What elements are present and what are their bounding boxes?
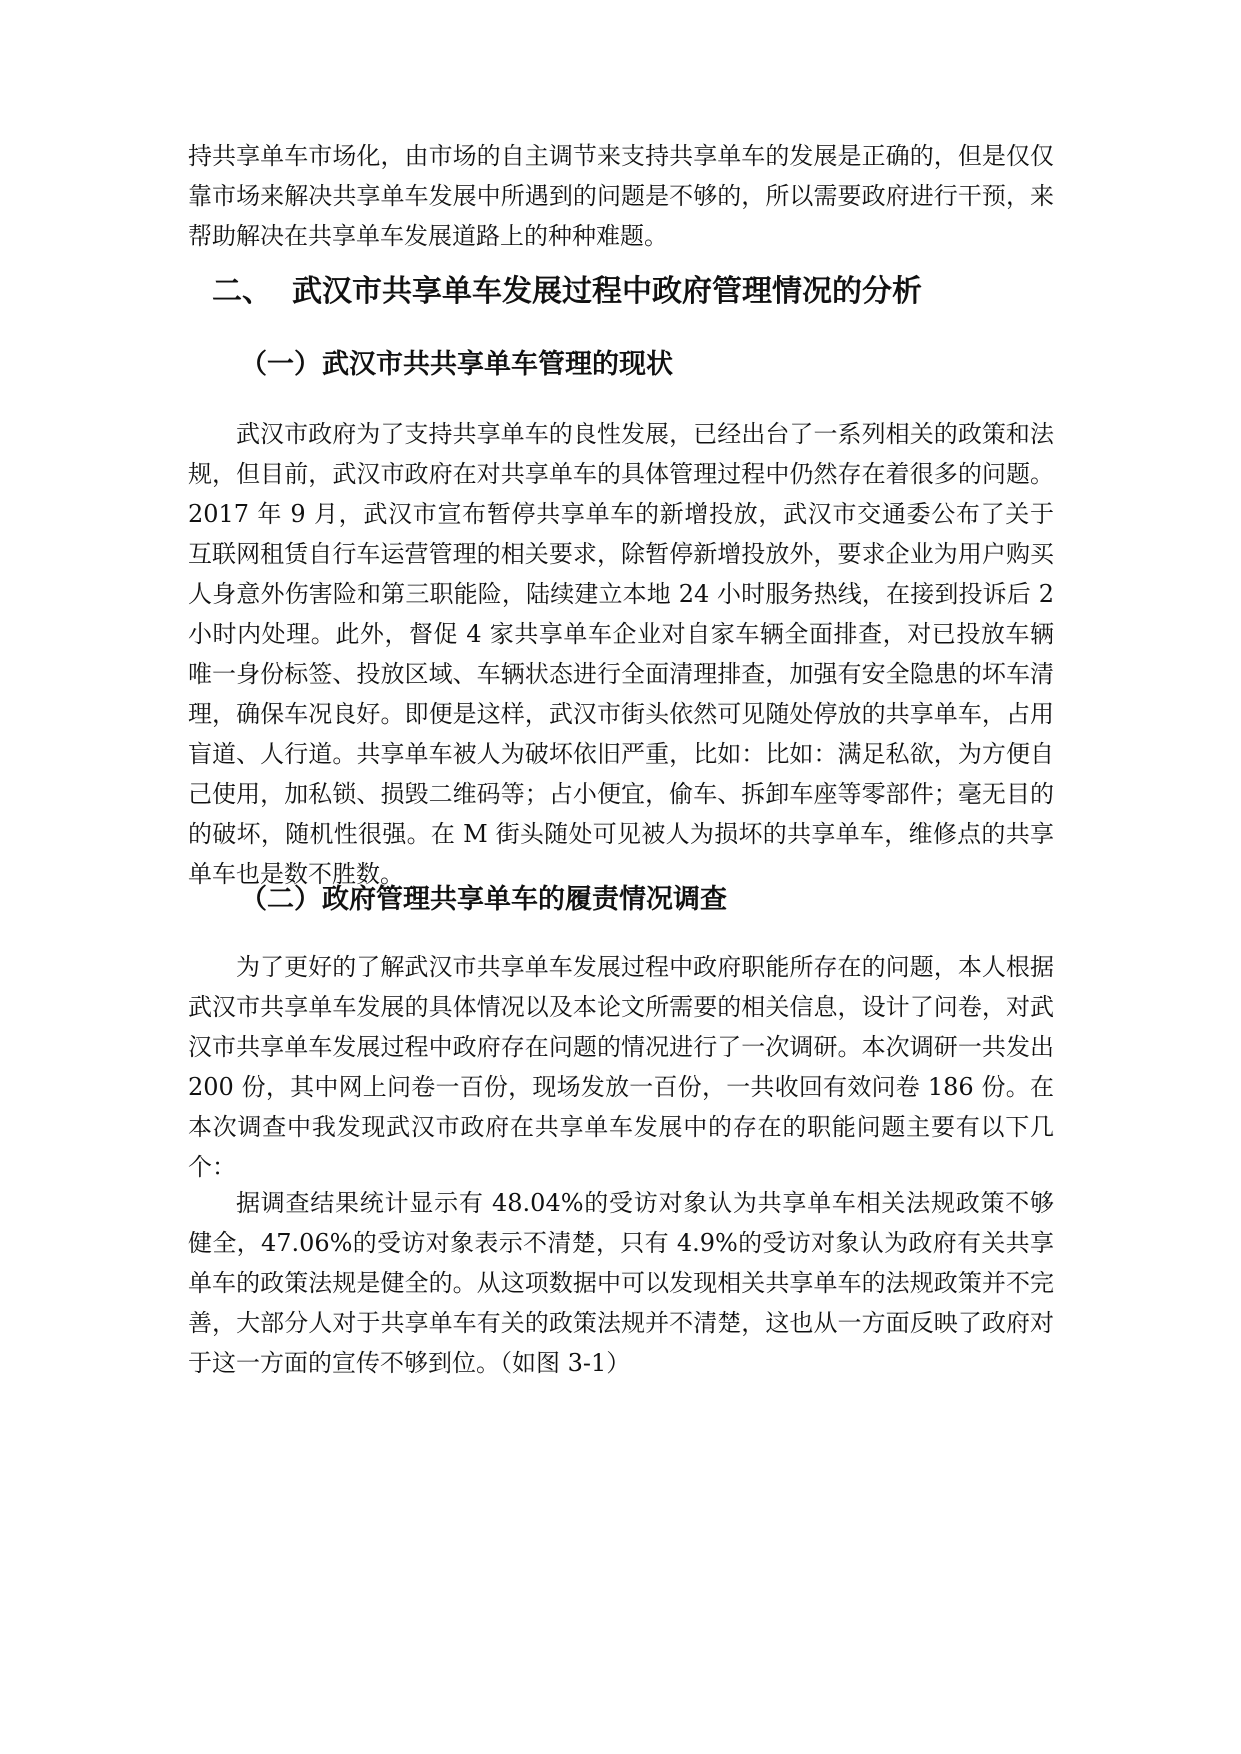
section-title: 武汉市共享单车发展过程中政府管理情况的分析 [292,274,922,309]
subsection-number-1: （一） [240,349,321,380]
subsection-2-paragraph-2: 据调查结果统计显示有 48.04%的受访对象认为共享单车相关法规政策不够健全，47.06%的受访对象表示不清楚，只有 4.9%的受访对象认为政府有关共享单车的政策法规是健全的。从这项数据中可以发现相关共享单车的法规政策并不完善，大部分人对于共享单车有关的政策法规并不清楚，这也从一方面反映了政府对于这一方面的宣传不够到位。（如图 3-1） [188,1189,1054,1377]
section-number: 二、 [212,274,272,309]
subsection-1-paragraph: 武汉市政府为了支持共享单车的良性发展，已经出台了一系列相关的政策和法规，但目前，武汉市政府在对共享单车的具体管理过程中仍然存在着很多的问题。2017 年 9 月，武汉市宣布暂停共享单车的新增投放，武汉市交通委公布了关于互联网租赁自行车运营管理的相关要求，除暂停新增投放外，要求企业为用户购买人身意外伤害险和第三职能险，陆续建立本地 24 小时服务热线，在接到投诉后 2 小时内处理。此外，督促 4 家共享单车企业对自家车辆全面排查，对已投放车辆唯一身份标签、投放区域、车辆状态进行全面清理排查，加强有安全隐患的坏车清理，确保车况良好。即便是这样，武汉市街头依然可见随处停放的共享单车，占用盲道、人行道。共享单车被人为破坏依旧严重，比如：比如：满足私欲，为方便自己使用，加私锁、损毁二维码等；占小便宜，偷车、拆卸车座等零部件；毫无目的的破坏，随机性很强。在 M 街头随处可见被人为损坏的共享单车，维修点的共享单车也是数不胜数。 [188,420,1054,888]
section-heading [212,272,922,312]
subsection-title-1: 武汉市共共享单车管理的现状 [322,349,673,380]
subsection-number-2: （二） [240,884,321,915]
subsection-heading-1 [240,345,673,385]
subsection-heading-2 [240,880,727,920]
continuation-paragraph: 持共享单车市场化，由市场的自主调节来支持共享单车的发展是正确的，但是仅仅靠市场来解决共享单车发展中所遇到的问题是不够的，所以需要政府进行干预，来帮助解决在共享单车发展道路上的种种难题。 [188,142,1054,250]
subsection-2-paragraph-1: 为了更好的了解武汉市共享单车发展过程中政府职能所存在的问题，本人根据武汉市共享单车发展的具体情况以及本论文所需要的相关信息，设计了问卷，对武汉市共享单车发展过程中政府存在问题的情况进行了一次调研。本次调研一共发出 200 份，其中网上问卷一百份，现场发放一百份，一共收回有效问卷 186 份。在本次调查中我发现武汉市政府在共享单车发展中的存在的职能问题主要有以下几个： [188,953,1054,1181]
subsection-title-2: 政府管理共享单车的履责情况调查 [322,884,727,915]
